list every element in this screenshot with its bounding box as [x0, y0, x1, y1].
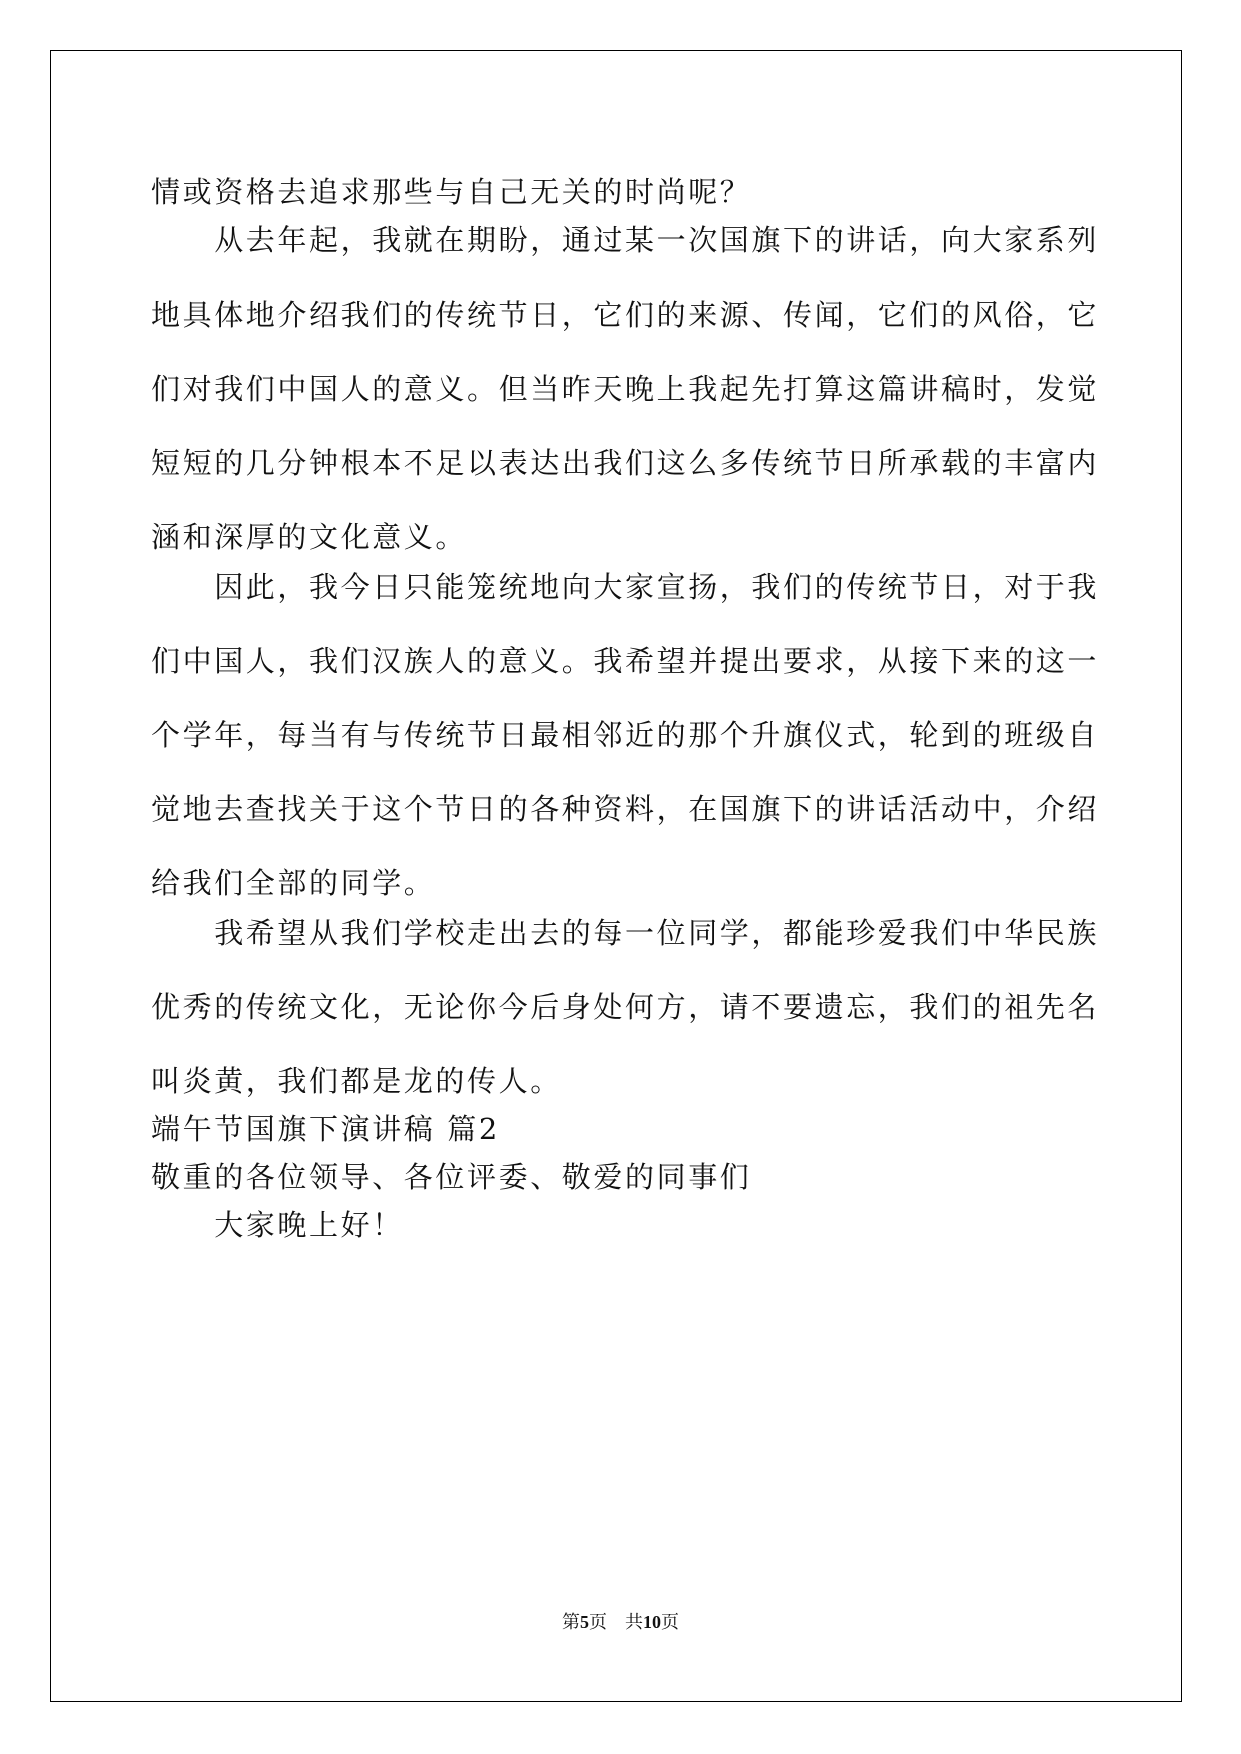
body-line: 们中国人，我们汉族人的意义。我希望并提出要求，从接下来的这一 — [151, 644, 1100, 678]
body-line: 叫炎黄，我们都是龙的传人。 — [151, 1064, 562, 1098]
salutation: 敬重的各位领导、各位评委、敬爱的同事们 — [151, 1160, 752, 1194]
body-line: 觉地去查找关于这个节日的各种资料，在国旗下的讲话活动中，介绍 — [151, 792, 1100, 826]
body-line: 从去年起，我就在期盼，通过某一次国旗下的讲话，向大家系列 — [151, 223, 1100, 257]
body-line: 短短的几分钟根本不足以表达出我们这么多传统节日所承载的丰富内 — [151, 446, 1100, 480]
body-line: 因此，我今日只能笼统地向大家宣扬，我们的传统节日，对于我 — [151, 570, 1100, 604]
body-line: 优秀的传统文化，无论你今后身处何方，请不要遗忘，我们的祖先名 — [151, 990, 1100, 1024]
page-footer — [0, 1610, 1241, 1635]
body-line: 情或资格去追求那些与自己无关的时尚呢？ — [151, 175, 752, 209]
body-line: 给我们全部的同学。 — [151, 866, 436, 900]
body-line: 们对我们中国人的意义。但当昨天晚上我起先打算这篇讲稿时，发觉 — [151, 372, 1100, 406]
greeting: 大家晚上好！ — [151, 1208, 404, 1242]
body-line: 个学年，每当有与传统节日最相邻近的那个升旗仪式，轮到的班级自 — [151, 718, 1100, 752]
footer-page-number: 5 — [580, 1612, 589, 1632]
body-line: 地具体地介绍我们的传统节日，它们的来源、传闻，它们的风俗，它 — [151, 298, 1100, 332]
footer-total-pages: 10 — [643, 1612, 661, 1632]
footer-prefix: 第 — [562, 1612, 580, 1633]
body-line: 涵和深厚的文化意义。 — [151, 520, 468, 554]
footer-middle: 页 共 — [589, 1612, 643, 1633]
body-line: 我希望从我们学校走出去的每一位同学，都能珍爱我们中华民族 — [151, 916, 1100, 950]
section-heading: 端午节国旗下演讲稿 篇2 — [151, 1112, 500, 1146]
footer-suffix: 页 — [661, 1612, 679, 1633]
